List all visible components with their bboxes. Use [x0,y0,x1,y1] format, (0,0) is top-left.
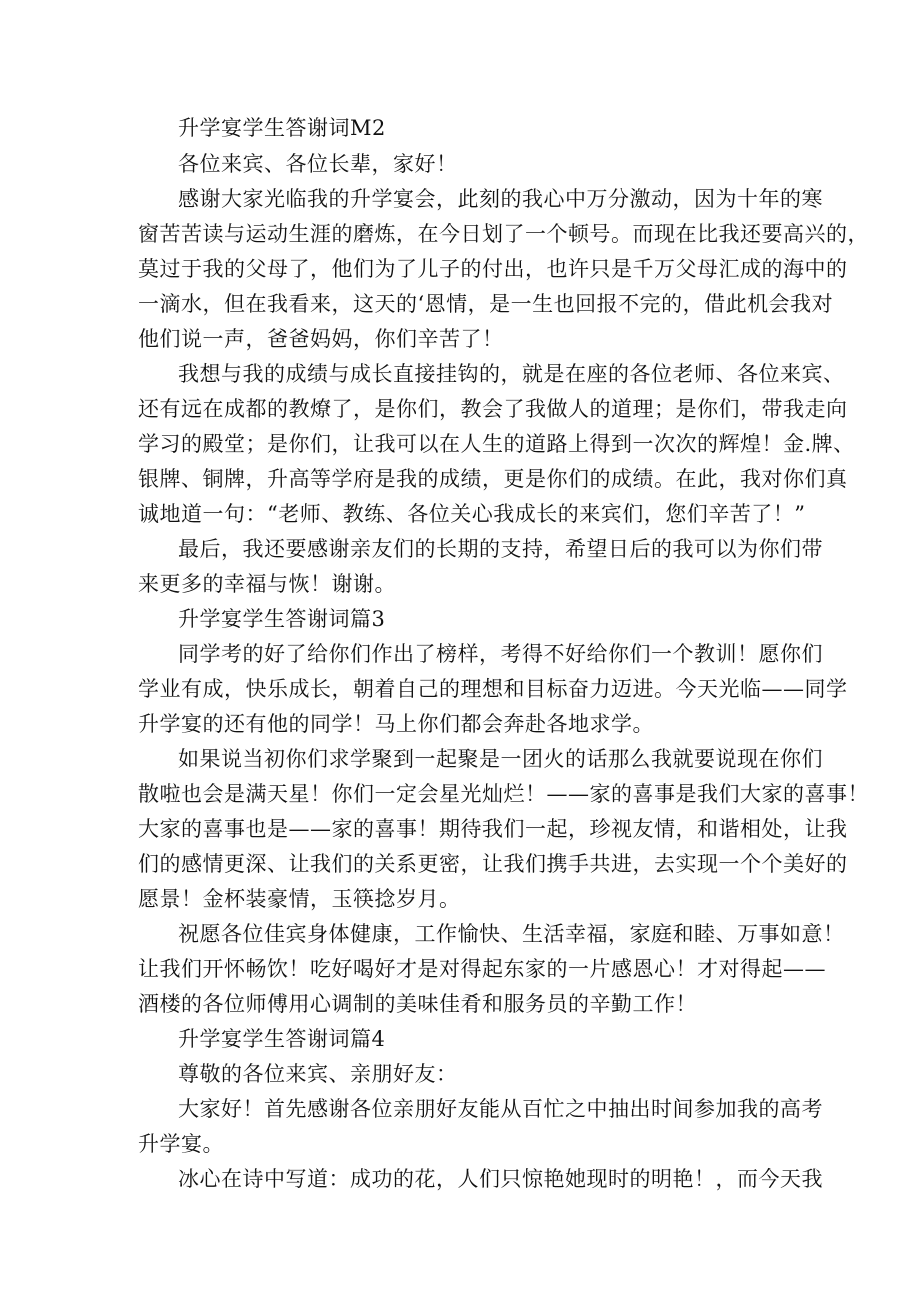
text-line: 愿景！金杯装豪情，玉筷捻岁月。 [138,887,461,911]
text-line: 最后，我还要感谢亲友们的长期的支持，希望日后的我可以为你们带 [178,537,823,561]
text-line: 让我们开怀畅饮！吃好喝好才是对得起东家的一片感恩心！才对得起—— [138,957,826,981]
text-line: 大家的喜事也是——家的喜事！期待我们一起，珍视友情，和谐相处，让我 [138,817,848,841]
text-line: 如果说当初你们求学聚到一起聚是一团火的话那么我就要说现在你们 [178,747,823,771]
text-line: 们的感情更深、让我们的关系更密，让我们携手共进，去实现一个个美好的 [138,852,848,876]
text-line: 冰心在诗中写道：成功的花，人们只惊艳她现时的明艳！，而今天我 [178,1167,823,1191]
text-line: 感谢大家光临我的升学宴会，此刻的我心中万分激动，因为十年的寒 [178,187,823,211]
section-heading: 升学宴学生答谢词篇4 [178,1027,386,1051]
text-line: 同学考的好了给你们作出了榜样，考得不好给你们一个教训！愿你们 [178,642,823,666]
text-line: 一滴水，但在我看来，这天的‘恩情，是一生也回报不完的，借此机会我对 [138,292,834,316]
text-line: 银牌、铜牌，升高等学府是我的成绩，更是你们的成绩。在此，我对你们真 [138,467,848,491]
text-line: 窗苦苦读与运动生涯的磨炼，在今日划了一个顿号。而现在比我还要高兴的， [138,222,869,246]
text-line: 祝愿各位佳宾身体健康，工作愉快、生活幸福，家庭和睦、万事如意！ [178,922,845,946]
text-line: 来更多的幸福与恢！谢谢。 [138,572,396,596]
text-line: 还有远在成都的教燎了，是你们，教会了我做人的道理；是你们，带我走向 [138,397,848,421]
section-heading: 升学宴学生答谢词篇3 [178,607,386,631]
text-line: 酒楼的各位师傅用心调制的美味佳肴和服务员的辛勤工作！ [138,992,697,1016]
text-line: 学习的殿堂；是你们，让我可以在人生的道路上得到一次次的辉煌！金.牌、 [138,432,855,456]
section-heading: 升学宴学生答谢词M2 [178,116,386,140]
greeting-line: 各位来宾、各位长辈，家好！ [178,152,458,176]
greeting-line: 尊敬的各位来宾、亲朋好友： [178,1062,458,1086]
text-line: 我想与我的成绩与成长直接挂钩的，就是在座的各位老师、各位来宾、 [178,362,845,386]
text-line: 升学宴的还有他的同学！马上你们都会奔赴各地求学。 [138,712,654,736]
text-line: 散啦也会是满天星！你们一定会星光灿烂！——家的喜事是我们大家的喜事！ [138,782,869,806]
text-line: 大家好！首先感谢各位亲朋好友能从百忙之中抽出时间参加我的高考 [178,1097,823,1121]
text-line: 学业有成，快乐成长，朝着自己的理想和目标奋力迈进。今天光临——同学 [138,677,848,701]
text-line: 诚地道一句：“老师、教练、各位关心我成长的来宾们，您们辛苦了！” [138,502,806,526]
text-line: 升学宴。 [138,1132,224,1156]
text-line: 他们说一声，爸爸妈妈，你们辛苦了！ [138,327,504,351]
text-line: 莫过于我的父母了，他们为了儿子的付出，也许只是千万父母汇成的海中的 [138,257,848,281]
